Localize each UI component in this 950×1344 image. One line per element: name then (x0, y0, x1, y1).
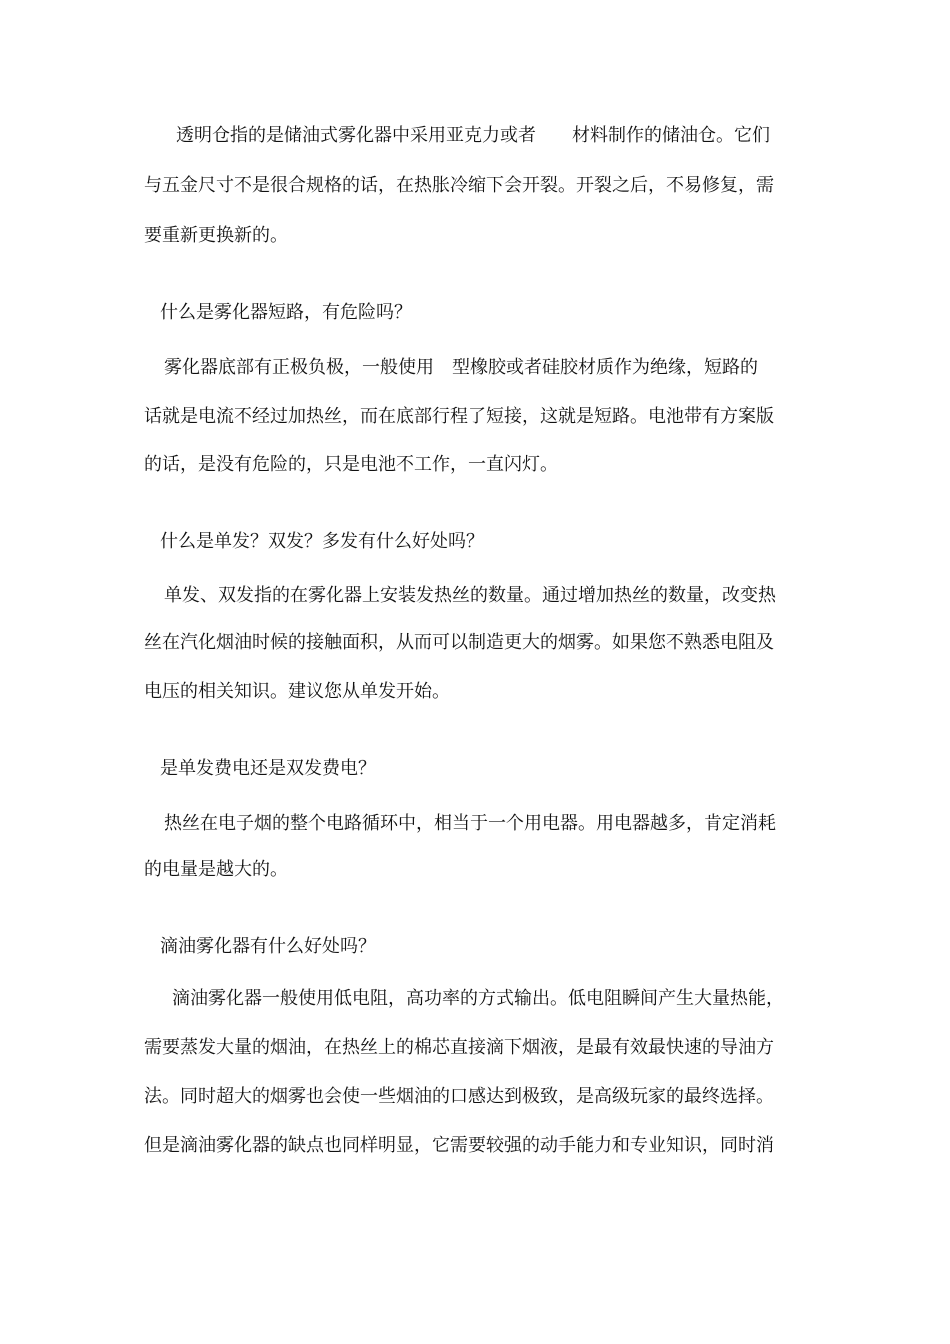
paragraph-line: 需要蒸发大量的烟油，在热丝上的棉芯直接滴下烟液，是最有效最快速的导油方 (144, 1037, 774, 1058)
paragraph-line: 热丝在电子烟的整个电路循环中，相当于一个用电器。用电器越多，肯定消耗 (164, 813, 776, 834)
paragraph-line: 电压的相关知识。建议您从单发开始。 (144, 681, 450, 702)
section-heading: 是单发费电还是双发费电？ (160, 758, 376, 779)
paragraph-line: 丝在汽化烟油时候的接触面积，从而可以制造更大的烟雾。如果您不熟悉电阻及 (144, 632, 774, 653)
paragraph-line: 的电量是越大的。 (144, 859, 288, 880)
paragraph-line: 但是滴油雾化器的缺点也同样明显，它需要较强的动手能力和专业知识，同时消 (144, 1135, 774, 1156)
paragraph-line: 透明仓指的是储油式雾化器中采用亚克力或者 材料制作的储油仓。它们 (176, 125, 770, 146)
paragraph-line: 与五金尺寸不是很合规格的话，在热胀冷缩下会开裂。开裂之后，不易修复，需 (144, 175, 774, 196)
paragraph-line: 法。同时超大的烟雾也会使一些烟油的口感达到极致，是高级玩家的最终选择。 (144, 1086, 774, 1107)
paragraph-line: 单发、双发指的在雾化器上安装发热丝的数量。通过增加热丝的数量，改变热 (164, 585, 776, 606)
section-heading: 什么是雾化器短路，有危险吗？ (160, 302, 412, 323)
section-heading: 滴油雾化器有什么好处吗？ (160, 936, 376, 957)
paragraph-line: 要重新更换新的。 (144, 225, 288, 246)
paragraph-line: 雾化器底部有正极负极，一般使用 型橡胶或者硅胶材质作为绝缘，短路的 (164, 357, 758, 378)
paragraph-line: 的话，是没有危险的，只是电池不工作，一直闪灯。 (144, 454, 558, 475)
section-heading: 什么是单发？双发？多发有什么好处吗？ (160, 531, 484, 552)
paragraph-line: 滴油雾化器一般使用低电阻，高功率的方式输出。低电阻瞬间产生大量热能， (172, 988, 784, 1009)
paragraph-line: 话就是电流不经过加热丝，而在底部行程了短接，这就是短路。电池带有方案版 (144, 406, 774, 427)
